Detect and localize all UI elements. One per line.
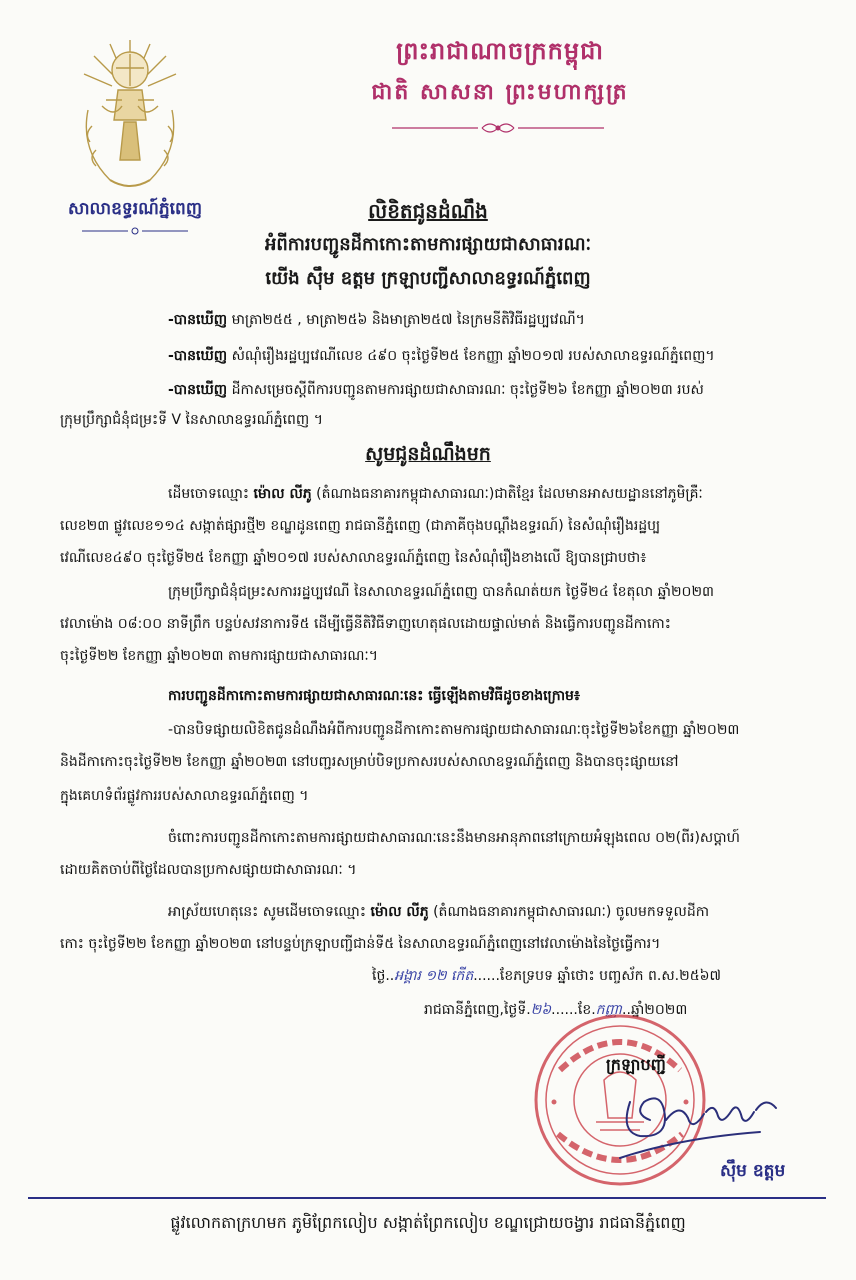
paragraph-line: វេលាម៉ោង ០៨:០០ នាទីព្រឹក បន្ទប់សវនាការទី៥ ដើម្បីធ្វើនីតិវិធីទាញហេតុផលដោយផ្ទាល់មាត់ និងធ្វើការបញ្ជូនដីកាកោះ	[60, 616, 671, 632]
signatory-position: ក្រឡាបញ្ជី	[606, 1055, 666, 1074]
reference-line	[168, 346, 715, 366]
text-span: ដើមចោទឈ្មោះ	[168, 486, 254, 502]
handwritten-signature	[600, 1062, 800, 1172]
reference-lead: -បានឃើញ	[168, 312, 228, 328]
paragraph-line	[168, 902, 709, 922]
reference-text: ដីកាសម្រេចស្តីពីការបញ្ជូនតាមការផ្សាយជាសាធារណៈ ចុះថ្ងៃទី២៦ ខែកញ្ញា ឆ្នាំ២០២៣ របស់	[227, 382, 704, 398]
reference-lead: -បានឃើញ	[168, 382, 228, 398]
court-name: សាលាឧទ្ធរណ៍ភ្នំពេញ	[67, 199, 203, 219]
reference-line	[168, 310, 585, 330]
national-motto: ជាតិ សាសនា ព្រះមហាក្សត្រ	[371, 79, 629, 105]
paragraph-line: កោះ ចុះថ្ងៃទី២២ ខែកញ្ញា ឆ្នាំ២០២៣ នៅបន្ទប់ក្រឡាបញ្ជីជាន់ទី៥ នៃសាលាឧទ្ធរណ៍ភ្នំពេញនៅវេលាម៉ោងនៃថ្ងៃធ្វើការ។	[60, 936, 661, 952]
paragraph-line: ការបញ្ជូនដីកាកោះតាមការផ្សាយជាសាធារណៈនេះ ធ្វើឡើងតាមវិធីដូចខាងក្រោម៖	[168, 688, 581, 704]
text-span: ......ខែភទ្របទ ឆ្នាំថោះ បញ្ចស័ក ព.ស.២៥៦៧	[473, 968, 722, 984]
signer-name: ស៊ឹម ឧត្តម	[720, 1161, 786, 1181]
paragraph-line: ចុះថ្ងៃទី២២ ខែកញ្ញា ឆ្នាំ២០២៣ តាមការផ្សាយជាសាធារណៈ។	[60, 648, 378, 664]
reference-lead: -បានឃើញ	[168, 348, 228, 364]
paragraph-line: ក្នុងគេហទំព័រផ្លូវការរបស់សាលាឧទ្ធរណ៍ភ្នំពេញ ។	[60, 788, 309, 804]
text-span: (តំណាងធនាគារកម្ពុជាសាធារណៈ)ជាតិខ្មែរ ដែលមានអាសយដ្ឋាននៅភូមិគ្រឺៈ	[311, 486, 703, 502]
paragraph-line: និងដីកាកោះចុះថ្ងៃទី២២ ខែកញ្ញា ឆ្នាំ២០២៣ នៅបញ្ជរសម្រាប់បិទប្រកាសរបស់សាលាឧទ្ធរណ៍ភ្នំពេញ និងបានចុះផ្សាយនៅ	[60, 754, 679, 770]
text-span: (តំណាងធនាគារកម្ពុជាសាធារណៈ) ចូលមកទទួលដីកា	[428, 904, 710, 920]
text-span: រាជធានីភ្នំពេញ,ថ្ងៃទី.	[424, 1002, 531, 1018]
paragraph-line: វេណីលេខ៤៩០ ចុះថ្ងៃទី២៥ ខែកញ្ញា ឆ្នាំ២០១៧ របស់សាលាឧទ្ធរណ៍ភ្នំពេញ នៃសំណុំរឿងខាងលើ ឱ្យបានជ្រាបថា៖	[60, 550, 647, 566]
text-span: អាស្រ័យហេតុនេះ សូមដើមចោទឈ្មោះ	[168, 904, 371, 920]
handwritten-month: កញ្ញា	[595, 1002, 623, 1018]
footer-address: ផ្លូវលោកតាក្រហមក ភូមិព្រែកលៀប សង្កាត់ព្រែកលៀប ខណ្ឌជ្រោយចង្វារ រាជធានីភ្នំពេញ	[170, 1213, 686, 1232]
reference-text: មាត្រា២៥៥ , មាត្រា២៥៦ និងមាត្រា២៥៧ នៃក្រមនីតិវិធីរដ្ឋប្បវេណី។	[227, 312, 585, 328]
subject-title: អំពីការបញ្ជូនដីកាកោះតាមការផ្សាយជាសាធារណៈ	[264, 234, 592, 255]
document-type-title: លិខិតជូនដំណឹង	[368, 199, 488, 223]
issuer-title: យើង ស៊ឹម ឧត្តម ក្រឡាបញ្ជីសាលាឧទ្ធរណ៍ភ្នំពេញ	[265, 268, 591, 289]
kingdom-heading: ព្រះរាជាណាចក្រកម្ពុជា	[396, 36, 604, 65]
plaintiff-name: ម៉ោល លីភូ	[370, 904, 429, 920]
lunar-date-line	[372, 966, 721, 987]
notice-heading: សូមជូនដំណឹងមក	[365, 443, 491, 465]
paragraph-line: ចំពោះការបញ្ជូនដីកាកោះតាមការផ្សាយជាសាធារណៈនេះនឹងមានអានុភាពនៅក្រោយអំឡុងពេល ០២(ពីរ)សប្តាហ៍	[168, 830, 740, 846]
paragraph-line: លេខ២៣ ផ្លូវលេខ១១៤ សង្កាត់ផ្សារថ្មី២ ខណ្ឌដូនពេញ រាជធានីភ្នំពេញ (ជាភាគីចុងបណ្តឹងឧទ្ធរណ៍) នៃសំណុំរឿងរដ្ឋប្ប	[60, 518, 661, 534]
reference-continuation: ក្រុមប្រឹក្សាជំនុំជម្រះទី V នៃសាលាឧទ្ធរណ៍ភ្នំពេញ ។	[60, 412, 323, 428]
paragraph-line: -បានបិទផ្សាយលិខិតជូនដំណឹងអំពីការបញ្ជូនដីកាកោះតាមការផ្សាយជាសាធារណៈចុះថ្ងៃទី២៦ខែកញ្ញា ឆ្នាំ២០២៣	[168, 722, 740, 738]
ornament-divider-icon	[388, 120, 608, 136]
footer-divider	[28, 1197, 826, 1199]
paragraph-line: ក្រុមប្រឹក្សាជំនុំជម្រះសការរដ្ឋប្បវេណី នៃសាលាឧទ្ធរណ៍ភ្នំពេញ បានកំណត់យក ថ្ងៃទី២៤ ខែតុលា ឆ្នាំ២០២៣	[168, 584, 715, 600]
paragraph-line: ដោយគិតចាប់ពីថ្ងៃដែលបានប្រកាសផ្សាយជាសាធារណៈ ។	[60, 862, 357, 878]
paragraph-line	[168, 484, 703, 504]
handwritten-lunar-date: អង្គារ ១២ កើត	[394, 968, 474, 984]
handwritten-day: ២៦	[530, 1002, 552, 1018]
text-span: ..ឆ្នាំ២០២៣	[622, 1002, 688, 1018]
court-emblem-icon	[70, 30, 190, 200]
text-span: ......ខែ.	[551, 1002, 596, 1018]
plaintiff-name: ម៉ោល លីភូ	[253, 486, 312, 502]
reference-text: សំណុំរឿងរដ្ឋប្បវេណីលេខ ៤៩០ ចុះថ្ងៃទី២៥ ខែកញ្ញា ឆ្នាំ២០១៧ របស់សាលាឧទ្ធរណ៍ភ្នំពេញ។	[227, 348, 715, 364]
reference-line	[168, 380, 704, 400]
text-span: ថ្ងៃ..	[372, 968, 395, 984]
